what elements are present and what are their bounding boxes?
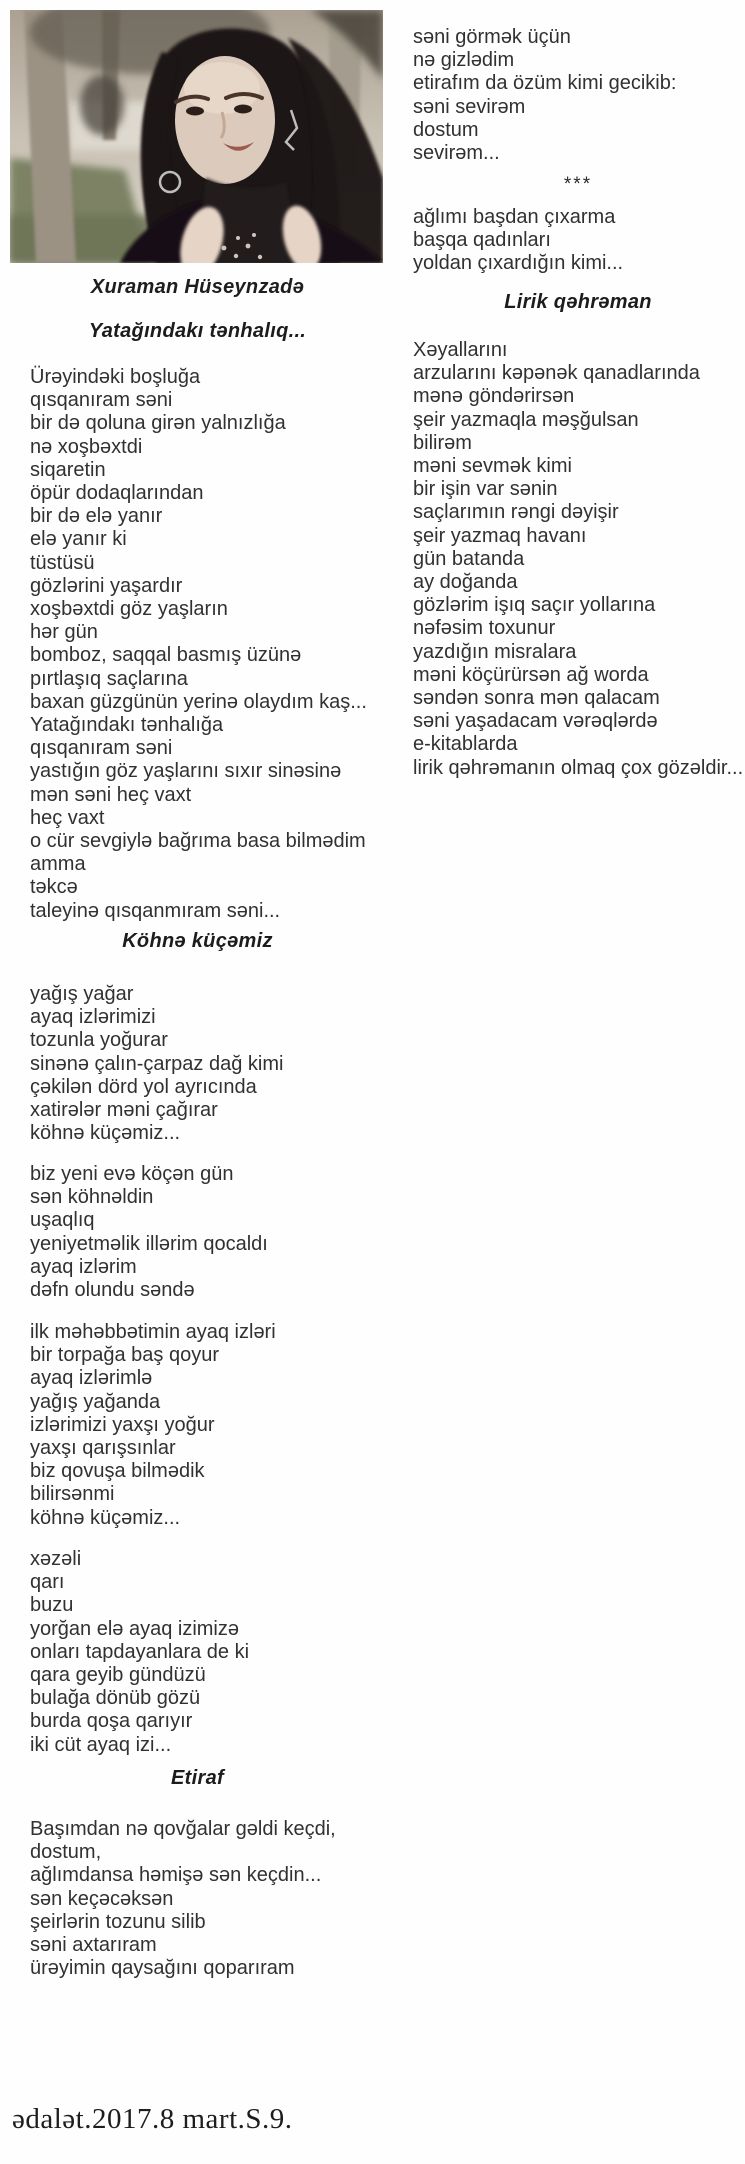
- poem-line: baxan güzgünün yerinə olaydım kaş...: [30, 690, 367, 713]
- poem-etiraf-continuation: [413, 26, 676, 165]
- poem-line: tüstüsü: [30, 551, 95, 574]
- poem-line: nə xoşbəxtdi: [30, 435, 143, 458]
- poem-line: biz yeni evə köçən gün: [30, 1163, 234, 1185]
- poem-line: yorğan elə ayaq izimizə: [30, 1617, 239, 1640]
- poem-line: sinənə çalın-çarpaz dağ kimi: [30, 1052, 284, 1075]
- poem-line: səni axtarıram: [30, 1934, 157, 1957]
- poem-kohne-kucemiz-stanza-1: [30, 983, 283, 1145]
- poem-line: şeir yazmaqla məşğulsan: [413, 408, 639, 431]
- poem-line: Başımdan nə qovğalar gəldi keçdi,: [30, 1818, 336, 1840]
- poem-line: öpür dodaqlarından: [30, 482, 204, 505]
- poem-line: sən keçəcəksən: [30, 1887, 174, 1910]
- poem-line: bir işin var sənin: [413, 478, 558, 501]
- poem-line: tozunla yoğurar: [30, 1029, 168, 1052]
- poem-line: sevirəm...: [413, 142, 500, 165]
- poem-line: şeirlərin tozunu silib: [30, 1910, 206, 1933]
- poem-kohne-kucemiz-stanza-3: [30, 1321, 276, 1530]
- poem-line: Yatağındakı tənhalığa: [30, 714, 224, 737]
- poem-line: ayaq izlərimlə: [30, 1367, 153, 1390]
- poem-line: bilirsənmi: [30, 1483, 115, 1506]
- poem-line: qısqanıram səni: [30, 737, 173, 760]
- poem-line: xatirələr məni çağırar: [30, 1099, 218, 1122]
- poem-line: dostum: [413, 118, 479, 141]
- poem-line: məni köçürürsən ağ worda: [413, 663, 649, 686]
- poem-title-yatagindaki-tenhaliq: Yatağındakı tənhalıq...: [88, 320, 307, 342]
- photo-eye-left: [186, 107, 204, 116]
- poem-title-lirik-qehreman: Lirik qəhrəman: [504, 291, 652, 313]
- poem-line: yağış yağanda: [30, 1390, 161, 1413]
- poem-line: qısqanıram səni: [30, 389, 173, 412]
- poem-line: pırtlaşıq saçlarına: [30, 667, 188, 690]
- stanza-separator: ***: [563, 174, 593, 195]
- poem-line: mənə göndərirsən: [413, 385, 575, 408]
- poem-etiraf-lines: [30, 1818, 336, 1980]
- poem-line: qarı: [30, 1571, 65, 1594]
- poem-line: taleyinə qısqanmıram səni...: [30, 899, 281, 922]
- poem-line: arzularını kəpənək qanadlarında: [413, 362, 700, 385]
- poem-line: yazdığın misralara: [413, 640, 577, 663]
- poem-line: bir də qoluna girən yalnızlığa: [30, 412, 286, 435]
- poem-line: bilirəm: [413, 431, 472, 454]
- poem-line: məni sevmək kimi: [413, 455, 572, 478]
- poem-line: biz qovuşa bilmədik: [30, 1460, 205, 1483]
- poem-line: şeir yazmaq havanı: [413, 524, 587, 547]
- poem-line: köhnə küçəmiz...: [30, 1506, 181, 1529]
- poem-line: səni görmək üçün: [413, 26, 571, 48]
- photo-eye-right: [234, 105, 252, 114]
- poem-line: yastığın göz yaşlarını sıxır sinəsinə: [30, 760, 342, 783]
- poem-line: hər gün: [30, 621, 98, 644]
- poem-untitled-lines: [413, 206, 623, 276]
- poem-line: səni sevirəm: [413, 95, 526, 118]
- poem-line: etirafım da özüm kimi gecikib:: [413, 72, 677, 95]
- poem-yatagindaki-tenhaliq-lines: [30, 366, 367, 923]
- poem-line: köhnə küçəmiz...: [30, 1122, 181, 1145]
- poem-kohne-kucemiz-stanza-2: [30, 1163, 268, 1302]
- poem-line: xoşbəxtdi göz yaşların: [30, 598, 228, 621]
- poem-line: ürəyimin qaysağını qoparıram: [30, 1957, 295, 1980]
- poem-line: Xəyallarını: [413, 339, 508, 361]
- poem-line: qara geyib gündüzü: [30, 1664, 206, 1687]
- poem-line: xəzəli: [30, 1548, 82, 1570]
- poem-line: səndən sonra mən qalacam: [413, 687, 660, 710]
- poem-line: izlərimizi yaxşı yoğur: [30, 1413, 215, 1436]
- poem-line: mən səni heç vaxt: [30, 783, 192, 806]
- poem-line: bir də elə yanır: [30, 505, 163, 528]
- poem-line: e-kitablarda: [413, 733, 518, 756]
- poem-line: yaxşı qarışsınlar: [30, 1437, 176, 1460]
- poem-line: ayaq izlərimizi: [30, 1006, 156, 1029]
- poem-line: ağlımı başdan çıxarma: [413, 206, 616, 228]
- poem-line: ilk məhəbbətimin ayaq izləri: [30, 1321, 276, 1343]
- poem-line: amma: [30, 853, 86, 876]
- poem-line: bir torpağa baş qoyur: [30, 1344, 220, 1367]
- poem-line: burda qoşa qarıyır: [30, 1710, 193, 1733]
- poem-line: dostum,: [30, 1841, 102, 1864]
- poem-line: yoldan çıxardığın kimi...: [413, 252, 624, 275]
- poem-line: uşaqlıq: [30, 1209, 95, 1232]
- poem-line: yeniyetməlik illərim qocaldı: [30, 1232, 268, 1255]
- poem-line: gün batanda: [413, 547, 525, 570]
- poem-line: elə yanır ki: [30, 528, 127, 551]
- poem-line: gözlərini yaşardır: [30, 574, 183, 597]
- author-name: Xuraman Hüseynzadə: [90, 276, 305, 298]
- poem-line: səni yaşadacam vərəqlərdə: [413, 710, 658, 733]
- poem-line: siqaretin: [30, 458, 106, 481]
- poem-line: buzu: [30, 1594, 74, 1617]
- poem-line: Ürəyindəki boşluğa: [30, 366, 201, 388]
- poem-line: ayaq izlərim: [30, 1255, 137, 1278]
- source-citation: ədalət.2017.8 mart.S.9.: [12, 2103, 293, 2135]
- poem-title-etiraf: Etiraf: [171, 1767, 224, 1789]
- poem-line: iki cüt ayaq izi...: [30, 1733, 172, 1756]
- poem-lirik-qehreman-lines: [413, 339, 743, 780]
- poem-line: onları tapdayanlara de ki: [30, 1640, 250, 1663]
- poem-line: dəfn olundu səndə: [30, 1279, 195, 1302]
- poem-kohne-kucemiz-stanza-4: [30, 1548, 249, 1757]
- poem-line: o cür sevgiylə bağrıma basa bilmədim: [30, 830, 366, 853]
- poem-line: bulağa dönüb gözü: [30, 1687, 201, 1710]
- poem-line: başqa qadınları: [413, 229, 551, 252]
- poem-line: ay doğanda: [413, 571, 518, 594]
- poem-line: gözlərim işıq saçır yollarına: [413, 594, 656, 617]
- author-photo: [10, 10, 383, 263]
- poem-line: nəfəsim toxunur: [413, 617, 556, 640]
- poem-line: təkcə: [30, 876, 78, 899]
- poem-title-kohne-kucemiz: Köhnə küçəmiz: [122, 930, 273, 952]
- poem-line: saçlarımın rəngi dəyişir: [413, 501, 619, 524]
- poem-line: çəkilən dörd yol ayrıcında: [30, 1075, 257, 1098]
- poem-line: heç vaxt: [30, 806, 105, 829]
- poem-line: yağış yağar: [30, 983, 134, 1005]
- poem-line: sən köhnəldin: [30, 1186, 154, 1209]
- poem-line: lirik qəhrəmanın olmaq çox gözəldir...: [413, 756, 744, 779]
- poem-line: ağlımdansa həmişə sən keçdin...: [30, 1864, 322, 1887]
- poem-line: nə gizlədim: [413, 49, 515, 72]
- photo-bush: [80, 75, 124, 135]
- poem-line: bomboz, saqqal basmış üzünə: [30, 644, 302, 667]
